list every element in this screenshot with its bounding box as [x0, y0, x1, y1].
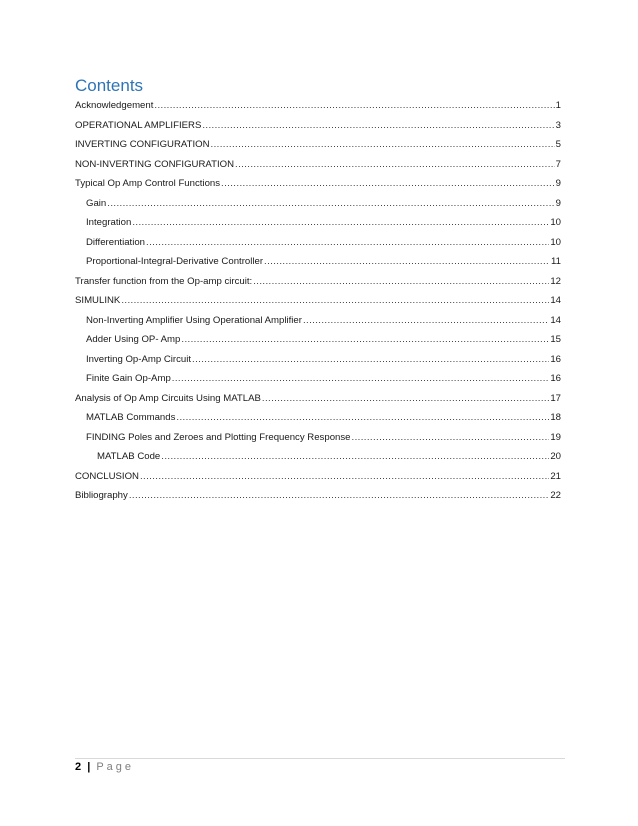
toc-dot-leader — [303, 311, 549, 331]
toc-entry[interactable] — [75, 194, 561, 214]
toc-entry[interactable] — [75, 486, 561, 506]
toc-entry-title: Finite Gain Op-Amp — [86, 373, 171, 384]
toc-dot-leader — [154, 96, 554, 116]
toc-entry[interactable] — [75, 467, 561, 487]
toc-dot-leader — [211, 135, 555, 155]
toc-entry[interactable] — [75, 408, 561, 428]
toc-entry[interactable] — [75, 116, 561, 136]
toc-dot-leader — [352, 428, 550, 448]
toc-entry-page: 16 — [550, 353, 561, 365]
toc-entry[interactable] — [75, 135, 561, 155]
toc-dot-leader — [146, 233, 549, 253]
toc-entry-title: FINDING Poles and Zeroes and Plotting Frequency Response — [86, 431, 351, 443]
toc-entry[interactable] — [75, 369, 561, 389]
toc-dot-leader — [107, 194, 554, 214]
toc-entry-page: 10 — [550, 236, 561, 248]
toc-entry-page: 14 — [550, 295, 561, 306]
toc-entry-page: 10 — [550, 217, 561, 228]
toc-entry[interactable] — [75, 330, 561, 350]
page-footer — [75, 760, 134, 774]
toc-entry[interactable] — [75, 350, 561, 370]
toc-entry-title: Non-Inverting Amplifier Using Operational Amplifier — [86, 314, 302, 326]
toc-entry-page: 5 — [555, 139, 561, 150]
toc-entry[interactable] — [75, 96, 561, 116]
toc-entry-title: Typical Op Amp Control Functions — [75, 178, 221, 189]
toc-entry-page: 18 — [550, 412, 561, 423]
toc-dot-leader — [161, 447, 549, 467]
toc-dot-leader — [235, 155, 555, 175]
toc-entry-title: NON-INVERTING CONFIGURATION — [75, 158, 235, 170]
toc-entry-title: MATLAB Commands — [86, 412, 176, 423]
toc-entry-title: Analysis of Op Amp Circuits Using MATLAB — [75, 392, 261, 404]
toc-list — [75, 96, 561, 506]
toc-entry-page: 9 — [555, 197, 561, 209]
toc-entry[interactable] — [75, 174, 561, 194]
toc-entry-title: OPERATIONAL AMPLIFIERS — [75, 119, 202, 131]
toc-dot-leader — [192, 350, 549, 370]
toc-dot-leader — [172, 369, 550, 389]
toc-entry-title: Inverting Op-Amp Circuit — [86, 353, 192, 365]
toc-entry-page: 22 — [550, 490, 561, 501]
toc-entry-page: 15 — [550, 334, 561, 345]
toc-entry[interactable] — [75, 233, 561, 253]
toc-dot-leader — [181, 330, 549, 350]
toc-entry-page: 9 — [555, 178, 561, 189]
toc-dot-leader — [176, 408, 549, 428]
toc-entry-title: MATLAB Code — [97, 451, 161, 462]
toc-entry-title: Acknowledgement — [75, 100, 154, 111]
toc-entry[interactable] — [75, 291, 561, 311]
toc-entry[interactable] — [75, 252, 561, 272]
toc-dot-leader — [262, 389, 549, 409]
toc-entry-title: CONCLUSION — [75, 470, 139, 482]
toc-dot-leader — [132, 213, 549, 233]
toc-entry-page: 20 — [550, 451, 561, 462]
toc-entry[interactable] — [75, 389, 561, 409]
toc-entry-page: 1 — [555, 100, 561, 111]
toc-entry[interactable] — [75, 213, 561, 233]
toc-entry-title: Gain — [86, 197, 107, 209]
toc-entry-page: 12 — [550, 275, 561, 287]
toc-entry-title: Integration — [86, 217, 132, 228]
toc-entry-title: Proportional-Integral-Derivative Controller — [86, 256, 264, 267]
toc-dot-leader — [264, 252, 550, 272]
toc-heading: Contents — [75, 76, 144, 95]
toc-dot-leader — [253, 272, 549, 292]
toc-entry-page: 21 — [550, 470, 561, 482]
toc-entry-title: INVERTING CONFIGURATION — [75, 139, 210, 150]
toc-dot-leader — [129, 486, 550, 506]
toc-entry-page: 17 — [550, 392, 561, 404]
footer-page-number: 2 — [75, 761, 82, 773]
toc-entry-title: Adder Using OP- Amp — [86, 334, 181, 345]
footer-page-label: Page — [96, 761, 135, 773]
toc-entry-title: Bibliography — [75, 490, 128, 501]
toc-entry-title: Differentiation — [86, 236, 146, 248]
toc-entry-title: Transfer function from the Op-amp circuit: — [75, 275, 253, 287]
toc-dot-leader — [221, 174, 555, 194]
footer-separator: | — [87, 761, 91, 773]
toc-entry[interactable] — [75, 155, 561, 175]
toc-entry-title: SIMULINK — [75, 295, 121, 306]
toc-dot-leader — [140, 467, 549, 487]
toc-dot-leader — [202, 116, 554, 136]
toc-entry[interactable] — [75, 311, 561, 331]
toc-dot-leader — [121, 291, 549, 311]
footer-divider — [75, 758, 565, 759]
toc-entry-page: 3 — [555, 119, 561, 131]
toc-entry-page: 19 — [550, 431, 561, 443]
toc-entry[interactable] — [75, 272, 561, 292]
toc-entry-page: 16 — [550, 373, 561, 384]
toc-entry-page: 14 — [550, 314, 561, 326]
toc-entry[interactable] — [75, 428, 561, 448]
toc-entry-page: 11 — [551, 256, 561, 267]
toc-entry[interactable] — [75, 447, 561, 467]
toc-entry-page: 7 — [555, 158, 561, 170]
